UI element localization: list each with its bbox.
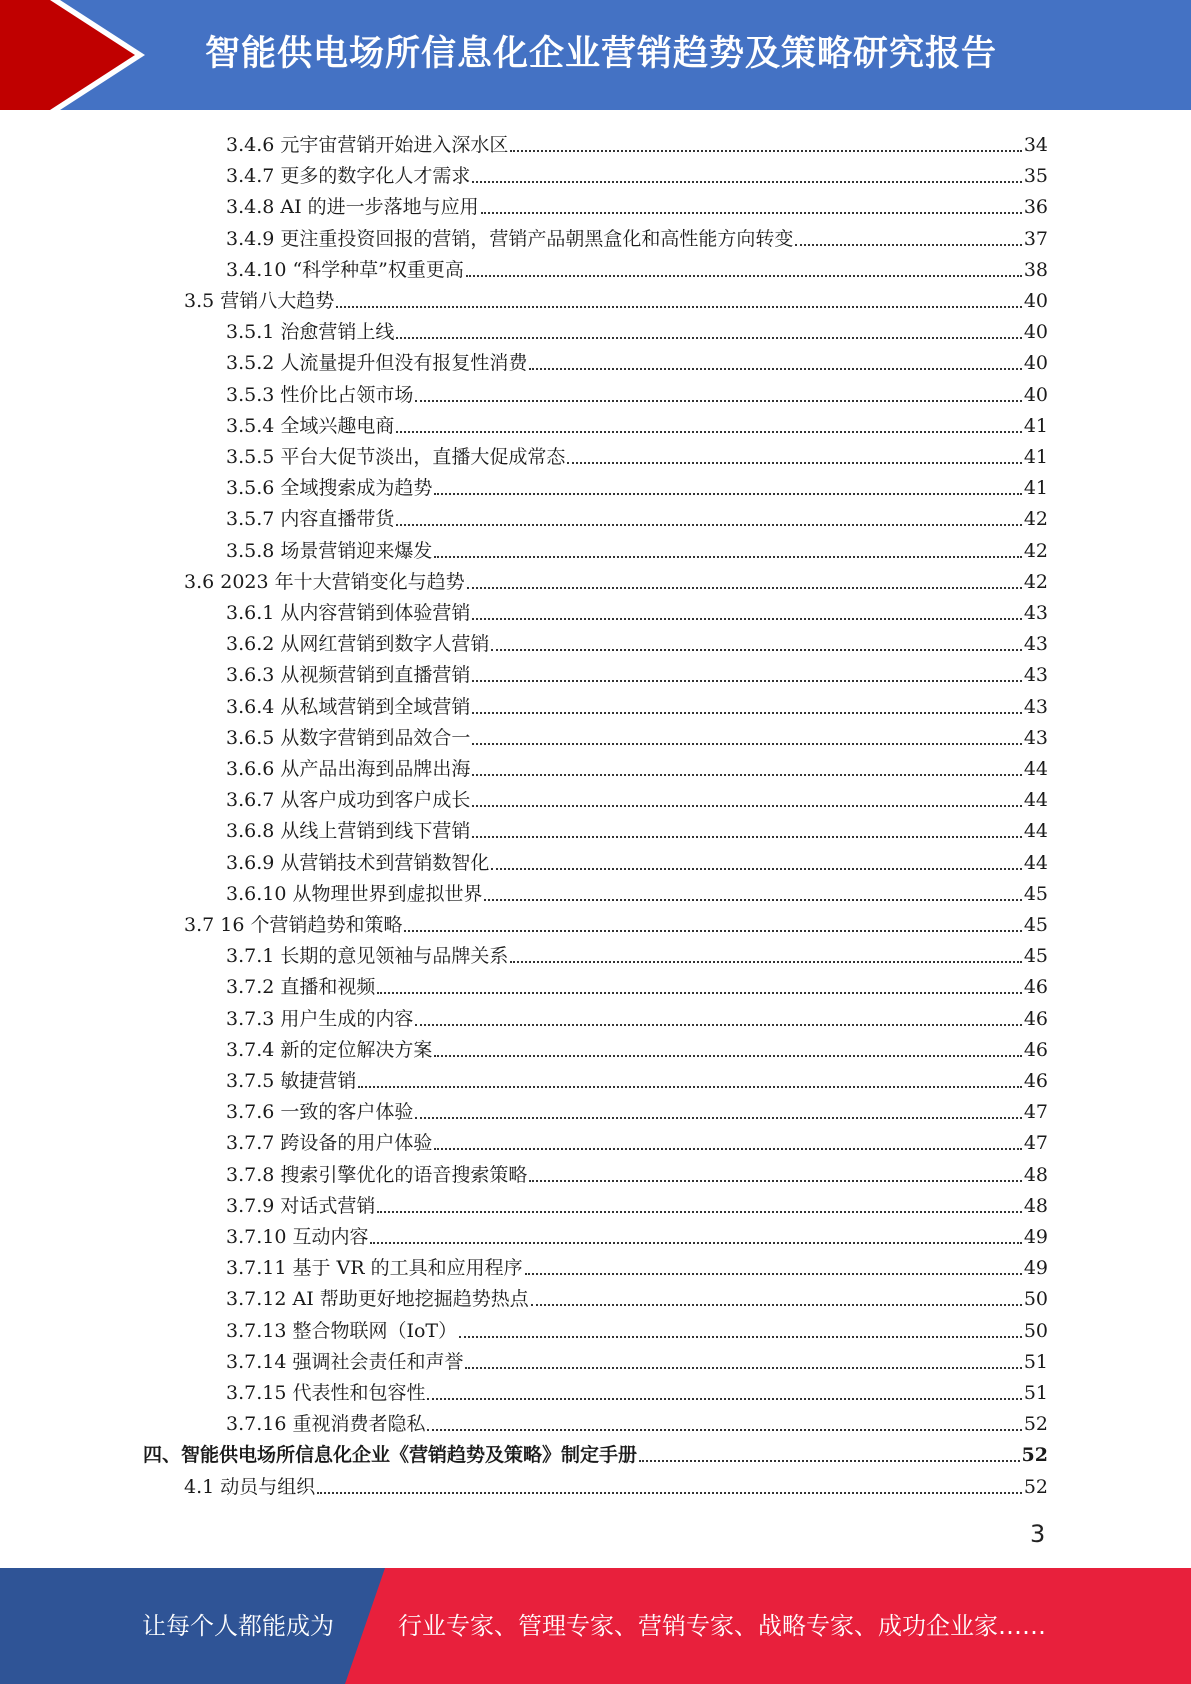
toc-entry-page: 42 bbox=[1023, 570, 1048, 593]
toc-entry-label: 3.5.6 全域搜索成为趋势 bbox=[226, 477, 433, 500]
toc-entry[interactable] bbox=[226, 657, 1048, 688]
toc-leader-dots bbox=[525, 1273, 1022, 1275]
toc-leader-dots bbox=[377, 992, 1021, 994]
toc-entry[interactable] bbox=[226, 1344, 1048, 1375]
toc-entry-page: 49 bbox=[1023, 1257, 1048, 1280]
toc-entry[interactable] bbox=[226, 189, 1048, 220]
toc-entry[interactable] bbox=[226, 439, 1048, 470]
toc-entry-page: 43 bbox=[1023, 695, 1048, 718]
toc-entry[interactable] bbox=[226, 345, 1048, 376]
toc-leader-dots bbox=[472, 181, 1021, 183]
toc-entry-label: 3.7.9 对话式营销 bbox=[226, 1194, 376, 1217]
toc-leader-dots bbox=[484, 899, 1021, 901]
toc-leader-dots bbox=[336, 306, 1022, 308]
toc-entry[interactable] bbox=[226, 1313, 1048, 1344]
toc-entry-label: 3.6.1 从内容营销到体验营销 bbox=[226, 602, 471, 624]
toc-entry-page: 44 bbox=[1023, 851, 1048, 874]
toc-entry[interactable] bbox=[226, 689, 1048, 720]
toc-leader-dots bbox=[396, 337, 1021, 339]
toc-entry-page: 35 bbox=[1023, 165, 1048, 188]
toc-leader-dots bbox=[358, 1086, 1021, 1088]
toc-entry-page: 38 bbox=[1023, 258, 1048, 281]
toc-entry-page: 51 bbox=[1023, 1350, 1048, 1373]
page-footer bbox=[0, 1568, 1191, 1684]
toc-leader-dots bbox=[317, 1492, 1022, 1494]
toc-entry-label: 3.7.12 AI 帮助更好地挖掘趋势热点 bbox=[226, 1288, 529, 1311]
toc-entry-page: 43 bbox=[1023, 633, 1048, 656]
toc-leader-dots bbox=[465, 1367, 1021, 1369]
toc-entry-page: 48 bbox=[1023, 1163, 1048, 1186]
toc-leader-dots bbox=[459, 1336, 1022, 1338]
toc-entry-label: 3.6.5 从数字营销到品效合一 bbox=[226, 726, 471, 749]
toc-leader-dots bbox=[415, 1024, 1021, 1026]
toc-entry-label: 3.7.16 重视消费者隐私 bbox=[226, 1413, 426, 1436]
toc-entry-label: 3.4.8 AI 的进一步落地与应用 bbox=[226, 196, 479, 219]
toc-entry-page: 49 bbox=[1023, 1226, 1048, 1248]
toc-entry[interactable] bbox=[226, 470, 1048, 501]
toc-entry-label: 3.6.8 从线上营销到线下营销 bbox=[226, 820, 471, 843]
toc-entry[interactable] bbox=[184, 1469, 1048, 1500]
toc-entry-page: 45 bbox=[1023, 945, 1048, 968]
toc-entry-label: 3.6.10 从物理世界到虚拟世界 bbox=[226, 882, 483, 905]
toc-entry[interactable] bbox=[226, 1406, 1048, 1437]
toc-entry-label: 3.5.3 性价比占领市场 bbox=[226, 383, 414, 406]
toc-entry-label: 3.7.2 直播和视频 bbox=[226, 976, 376, 999]
toc-leader-dots bbox=[491, 868, 1021, 870]
toc-entry[interactable] bbox=[226, 1001, 1048, 1032]
toc-entry-label: 3.4.6 元宇宙营销开始进入深水区 bbox=[226, 134, 509, 156]
toc-entry[interactable] bbox=[226, 1094, 1048, 1125]
toc-entry-label: 3.7.14 强调社会责任和声誉 bbox=[226, 1350, 464, 1373]
toc-entry[interactable] bbox=[226, 969, 1048, 1000]
toc-entry[interactable] bbox=[226, 1125, 1048, 1156]
toc-entry-label: 3.7.5 敏捷营销 bbox=[226, 1070, 357, 1092]
toc-entry[interactable] bbox=[226, 533, 1048, 564]
toc-entry-page: 50 bbox=[1023, 1288, 1048, 1311]
toc-leader-dots bbox=[529, 368, 1021, 370]
toc-entry-label: 3.4.7 更多的数字化人才需求 bbox=[226, 165, 471, 188]
toc-leader-dots bbox=[491, 649, 1021, 651]
toc-leader-dots bbox=[404, 930, 1021, 932]
toc-entry-label: 3.7.15 代表性和包容性 bbox=[226, 1382, 426, 1404]
toc-entry-page: 41 bbox=[1023, 446, 1048, 468]
toc-entry[interactable] bbox=[226, 1032, 1048, 1063]
toc-leader-dots bbox=[415, 400, 1021, 402]
toc-entry[interactable] bbox=[226, 1281, 1048, 1312]
toc-entry-page: 48 bbox=[1023, 1194, 1048, 1217]
toc-entry[interactable] bbox=[226, 408, 1048, 439]
toc-leader-dots bbox=[567, 462, 1021, 464]
toc-entry[interactable] bbox=[226, 595, 1048, 626]
toc-leader-dots bbox=[472, 680, 1021, 682]
toc-leader-dots bbox=[481, 212, 1022, 214]
toc-leader-dots bbox=[472, 805, 1021, 807]
toc-entry[interactable] bbox=[226, 1188, 1048, 1219]
toc-entry-page: 41 bbox=[1023, 414, 1048, 437]
toc-entry-page: 46 bbox=[1023, 1007, 1048, 1030]
toc-entry-page: 43 bbox=[1023, 726, 1048, 749]
toc-entry-label: 3.5.4 全域兴趣电商 bbox=[226, 414, 395, 437]
toc-entry[interactable] bbox=[226, 938, 1048, 969]
toc-entry-page: 45 bbox=[1023, 882, 1048, 905]
toc-entry[interactable] bbox=[226, 1157, 1048, 1188]
toc-entry-label: 3.6 2023 年十大营销变化与趋势 bbox=[184, 570, 465, 593]
page-header bbox=[0, 0, 1191, 110]
toc-entry-label: 3.7.3 用户生成的内容 bbox=[226, 1007, 414, 1030]
toc-entry-label: 4.1 动员与组织 bbox=[184, 1475, 316, 1498]
toc-entry[interactable] bbox=[184, 283, 1048, 314]
toc-entry-label: 3.7.6 一致的客户体验 bbox=[226, 1101, 414, 1124]
toc-entry-label: 四、智能供电场所信息化企业《营销趋势及策略》制定手册 bbox=[143, 1444, 638, 1467]
toc-entry-label: 3.7 16 个营销趋势和策略 bbox=[184, 914, 403, 936]
toc-leader-dots bbox=[795, 244, 1021, 246]
toc-leader-dots bbox=[396, 524, 1021, 526]
toc-entry-label: 3.6.9 从营销技术到营销数智化 bbox=[226, 851, 490, 874]
toc-entry-page: 47 bbox=[1023, 1101, 1048, 1124]
toc-entry-page: 44 bbox=[1023, 820, 1048, 843]
toc-leader-dots bbox=[466, 275, 1022, 277]
toc-leader-dots bbox=[467, 587, 1022, 589]
toc-entry[interactable] bbox=[226, 845, 1048, 876]
toc-entry-label: 3.4.9 更注重投资回报的营销，营销产品朝黑盒化和高性能方向转变 bbox=[226, 227, 794, 250]
toc-leader-dots bbox=[510, 961, 1021, 963]
toc-entry-label: 3.7.10 互动内容 bbox=[226, 1226, 369, 1248]
toc-entry[interactable] bbox=[226, 221, 1048, 252]
toc-entry-page: 45 bbox=[1023, 914, 1048, 936]
toc-leader-dots bbox=[472, 618, 1021, 620]
toc-leader-dots bbox=[434, 556, 1021, 558]
toc-entry-page: 47 bbox=[1023, 1132, 1048, 1155]
toc-leader-dots bbox=[370, 1242, 1021, 1244]
toc-leader-dots bbox=[472, 836, 1021, 838]
toc-leader-dots bbox=[427, 1429, 1021, 1431]
toc-entry-page: 43 bbox=[1023, 602, 1048, 624]
header-title: 智能供电场所信息化企业营销趋势及策略研究报告 bbox=[205, 34, 998, 74]
toc-entry-page: 41 bbox=[1023, 477, 1048, 500]
toc-leader-dots bbox=[434, 1055, 1021, 1057]
toc-leader-dots bbox=[472, 743, 1021, 745]
toc-entry-page: 37 bbox=[1023, 227, 1048, 250]
toc-entry-label: 3.5.8 场景营销迎来爆发 bbox=[226, 539, 433, 562]
toc-entry-page: 52 bbox=[1023, 1413, 1048, 1436]
toc-leader-dots bbox=[639, 1460, 1020, 1462]
toc-entry[interactable] bbox=[226, 813, 1048, 844]
toc-entry[interactable] bbox=[226, 314, 1048, 345]
toc-entry-page: 52 bbox=[1021, 1444, 1048, 1467]
toc-entry[interactable] bbox=[184, 907, 1048, 938]
toc-entry[interactable] bbox=[226, 626, 1048, 657]
toc-entry[interactable] bbox=[226, 501, 1048, 532]
toc-entry-page: 42 bbox=[1023, 539, 1048, 562]
toc-entry-label: 3.5.7 内容直播带货 bbox=[226, 508, 395, 531]
toc-entry-page: 44 bbox=[1023, 758, 1048, 780]
toc-entry-label: 3.6.2 从网红营销到数字人营销 bbox=[226, 633, 490, 656]
toc-leader-dots bbox=[510, 150, 1021, 152]
toc-entry-label: 3.5.5 平台大促节淡出，直播大促成常态 bbox=[226, 446, 566, 468]
toc-entry-page: 52 bbox=[1023, 1475, 1048, 1498]
toc-entry-page: 40 bbox=[1023, 352, 1048, 375]
toc-entry-label: 3.7.1 长期的意见领袖与品牌关系 bbox=[226, 945, 509, 968]
toc-entry-label: 3.7.8 搜索引擎优化的语音搜索策略 bbox=[226, 1163, 528, 1186]
toc-entry-page: 40 bbox=[1023, 290, 1048, 312]
toc-leader-dots bbox=[396, 431, 1021, 433]
footer-slogan-left: 让每个人都能成为 bbox=[142, 1612, 334, 1640]
toc-leader-dots bbox=[531, 1304, 1022, 1306]
toc-entry[interactable] bbox=[226, 1219, 1048, 1250]
toc-entry[interactable] bbox=[226, 782, 1048, 813]
toc-entry[interactable] bbox=[226, 751, 1048, 782]
toc-entry-page: 46 bbox=[1023, 976, 1048, 999]
toc-entry[interactable] bbox=[226, 252, 1048, 283]
toc-leader-dots bbox=[472, 712, 1021, 714]
footer-slogan-right: 行业专家、管理专家、营销专家、战略专家、成功企业家…… bbox=[398, 1612, 1046, 1640]
toc-entry-label: 3.4.10 “科学种草”权重更高 bbox=[226, 258, 464, 281]
toc-leader-dots bbox=[472, 774, 1021, 776]
toc-leader-dots bbox=[427, 1398, 1021, 1400]
toc-entry-page: 36 bbox=[1023, 196, 1048, 219]
toc-entry-page: 51 bbox=[1023, 1382, 1048, 1404]
toc-entry[interactable] bbox=[226, 377, 1048, 408]
toc-entry-page: 34 bbox=[1023, 134, 1048, 156]
toc-entry-label: 3.6.7 从客户成功到客户成长 bbox=[226, 789, 471, 812]
toc-entry-page: 50 bbox=[1023, 1319, 1048, 1342]
toc-entry-label: 3.5 营销八大趋势 bbox=[184, 290, 335, 312]
toc-entry-label: 3.7.11 基于 VR 的工具和应用程序 bbox=[226, 1257, 523, 1280]
toc-entry-page: 46 bbox=[1023, 1070, 1048, 1092]
toc-leader-dots bbox=[377, 1211, 1021, 1213]
toc-entry[interactable] bbox=[226, 876, 1048, 907]
toc-leader-dots bbox=[434, 493, 1021, 495]
page-number: 3 bbox=[1030, 1520, 1046, 1548]
toc-entry-label: 3.7.7 跨设备的用户体验 bbox=[226, 1132, 433, 1155]
toc-entry[interactable] bbox=[226, 720, 1048, 751]
toc-entry-label: 3.5.2 人流量提升但没有报复性消费 bbox=[226, 352, 528, 375]
toc-entry-label: 3.7.4 新的定位解决方案 bbox=[226, 1038, 433, 1061]
toc-entry-label: 3.6.3 从视频营销到直播营销 bbox=[226, 664, 471, 687]
toc-entry-page: 42 bbox=[1023, 508, 1048, 531]
toc-entry-label: 3.6.4 从私域营销到全域营销 bbox=[226, 695, 471, 718]
toc-entry-page: 40 bbox=[1023, 383, 1048, 406]
toc-leader-dots bbox=[415, 1117, 1021, 1119]
toc-entry[interactable] bbox=[143, 1437, 1048, 1468]
toc-entry-page: 43 bbox=[1023, 664, 1048, 687]
toc-entry[interactable] bbox=[226, 1250, 1048, 1281]
toc-entry[interactable] bbox=[226, 158, 1048, 189]
toc-entry-label: 3.7.13 整合物联网（IoT） bbox=[226, 1319, 458, 1342]
toc-entry-label: 3.6.6 从产品出海到品牌出海 bbox=[226, 758, 471, 780]
toc-entry-label: 3.5.1 治愈营销上线 bbox=[226, 321, 395, 344]
toc-leader-dots bbox=[529, 1180, 1021, 1182]
toc-entry[interactable] bbox=[226, 1375, 1048, 1406]
toc-entry-page: 40 bbox=[1023, 321, 1048, 344]
toc-leader-dots bbox=[434, 1148, 1021, 1150]
toc-entry[interactable] bbox=[226, 127, 1048, 158]
toc-entry-page: 46 bbox=[1023, 1038, 1048, 1061]
toc-entry-page: 44 bbox=[1023, 789, 1048, 812]
toc-entry[interactable] bbox=[226, 1063, 1048, 1094]
toc-entry[interactable] bbox=[184, 564, 1048, 595]
